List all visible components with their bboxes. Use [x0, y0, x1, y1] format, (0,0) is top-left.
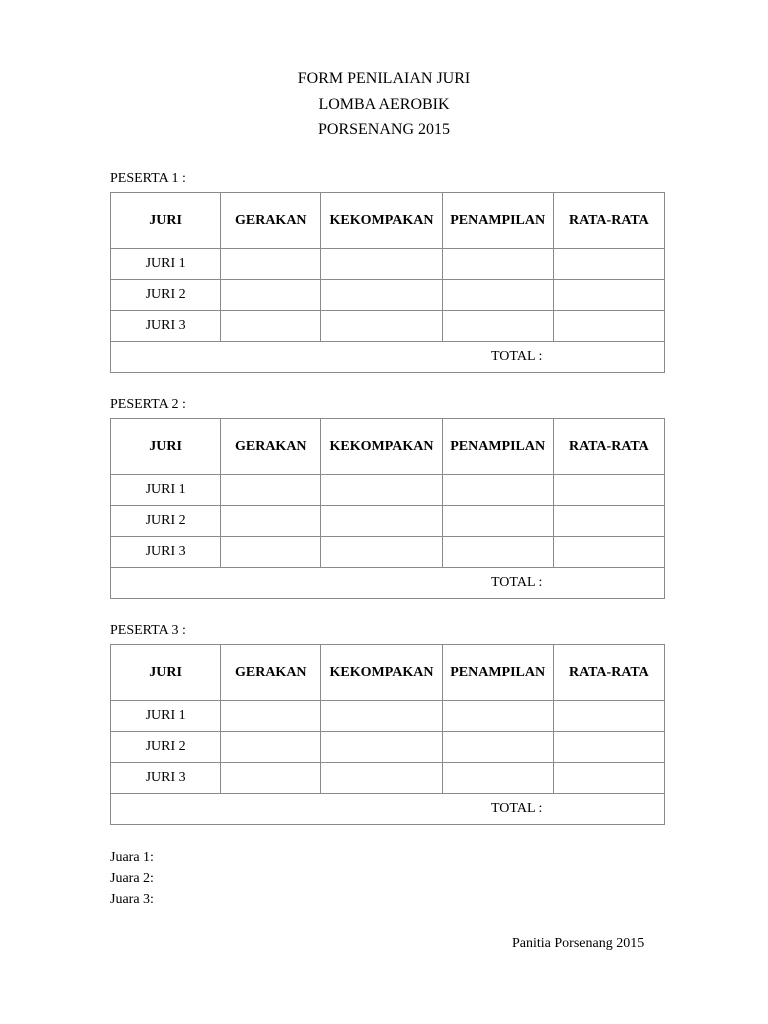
juri-name-cell: JURI 1 — [111, 249, 221, 280]
column-header-penampilan: PENAMPILAN — [442, 645, 553, 701]
total-label: TOTAL : — [111, 794, 665, 825]
score-cell-rata-rata[interactable] — [553, 537, 664, 568]
form-subtitle-event: LOMBA AEROBIK — [318, 96, 450, 113]
juri-name-cell: JURI 3 — [111, 537, 221, 568]
juara-2-label: Juara 2: — [110, 871, 154, 886]
score-cell-gerakan[interactable] — [221, 763, 321, 794]
juara-3-label: Juara 3: — [110, 892, 154, 907]
participant-3-score-table — [110, 644, 665, 825]
column-header-gerakan: GERAKAN — [221, 193, 321, 249]
score-cell-kekompakan[interactable] — [321, 506, 442, 537]
score-cell-gerakan[interactable] — [221, 249, 321, 280]
score-cell-kekompakan[interactable] — [321, 311, 442, 342]
score-cell-kekompakan[interactable] — [321, 475, 442, 506]
score-cell-kekompakan[interactable] — [321, 763, 442, 794]
score-cell-kekompakan[interactable] — [321, 732, 442, 763]
total-row — [111, 342, 665, 373]
total-label: TOTAL : — [111, 568, 665, 599]
column-header-gerakan: GERAKAN — [221, 645, 321, 701]
score-cell-rata-rata[interactable] — [553, 311, 664, 342]
column-header-penampilan: PENAMPILAN — [442, 193, 553, 249]
table-row — [111, 701, 665, 732]
column-header-rata-rata: RATA-RATA — [553, 193, 664, 249]
score-cell-penampilan[interactable] — [442, 701, 553, 732]
column-header-juri: JURI — [111, 419, 221, 475]
score-cell-penampilan[interactable] — [442, 537, 553, 568]
table-row — [111, 475, 665, 506]
column-header-rata-rata: RATA-RATA — [553, 645, 664, 701]
score-cell-gerakan[interactable] — [221, 280, 321, 311]
juri-name-cell: JURI 2 — [111, 280, 221, 311]
column-header-penampilan: PENAMPILAN — [442, 419, 553, 475]
juri-name-cell: JURI 1 — [111, 701, 221, 732]
table-header-row — [111, 645, 665, 701]
score-cell-kekompakan[interactable] — [321, 280, 442, 311]
participant-2-score-table — [110, 418, 665, 599]
score-cell-gerakan[interactable] — [221, 311, 321, 342]
participant-2-label: PESERTA 2 : — [110, 397, 186, 412]
score-cell-rata-rata[interactable] — [553, 763, 664, 794]
score-cell-penampilan[interactable] — [442, 475, 553, 506]
column-header-kekompakan: KEKOMPAKAN — [321, 419, 442, 475]
table-row — [111, 732, 665, 763]
table-row — [111, 537, 665, 568]
committee-signature: Panitia Porsenang 2015 — [512, 936, 645, 951]
table-row — [111, 506, 665, 537]
total-row — [111, 568, 665, 599]
table-row — [111, 311, 665, 342]
score-cell-rata-rata[interactable] — [553, 732, 664, 763]
column-header-rata-rata: RATA-RATA — [553, 419, 664, 475]
table-row — [111, 249, 665, 280]
table-header-row — [111, 193, 665, 249]
total-row — [111, 794, 665, 825]
score-cell-penampilan[interactable] — [442, 311, 553, 342]
juri-name-cell: JURI 1 — [111, 475, 221, 506]
column-header-kekompakan: KEKOMPAKAN — [321, 193, 442, 249]
score-cell-gerakan[interactable] — [221, 506, 321, 537]
table-header-row — [111, 419, 665, 475]
score-cell-penampilan[interactable] — [442, 506, 553, 537]
participant-1-label: PESERTA 1 : — [110, 171, 186, 186]
score-cell-penampilan[interactable] — [442, 732, 553, 763]
score-cell-penampilan[interactable] — [442, 763, 553, 794]
score-cell-penampilan[interactable] — [442, 249, 553, 280]
juara-1-label: Juara 1: — [110, 850, 154, 865]
score-cell-gerakan[interactable] — [221, 732, 321, 763]
score-cell-gerakan[interactable] — [221, 537, 321, 568]
column-header-kekompakan: KEKOMPAKAN — [321, 645, 442, 701]
total-label: TOTAL : — [111, 342, 665, 373]
score-cell-rata-rata[interactable] — [553, 249, 664, 280]
juri-name-cell: JURI 3 — [111, 763, 221, 794]
participant-1-score-table — [110, 192, 665, 373]
score-cell-penampilan[interactable] — [442, 280, 553, 311]
form-subtitle-year: PORSENANG 2015 — [317, 121, 450, 138]
column-header-juri: JURI — [111, 193, 221, 249]
table-row — [111, 763, 665, 794]
participant-3-label: PESERTA 3 : — [110, 623, 186, 638]
column-header-juri: JURI — [111, 645, 221, 701]
juri-name-cell: JURI 3 — [111, 311, 221, 342]
score-cell-rata-rata[interactable] — [553, 475, 664, 506]
juri-name-cell: JURI 2 — [111, 506, 221, 537]
score-cell-kekompakan[interactable] — [321, 249, 442, 280]
score-cell-kekompakan[interactable] — [321, 701, 442, 732]
score-cell-gerakan[interactable] — [221, 701, 321, 732]
juri-name-cell: JURI 2 — [111, 732, 221, 763]
form-title: FORM PENILAIAN JURI — [297, 70, 471, 87]
score-cell-kekompakan[interactable] — [321, 537, 442, 568]
score-cell-gerakan[interactable] — [221, 475, 321, 506]
score-cell-rata-rata[interactable] — [553, 506, 664, 537]
score-cell-rata-rata[interactable] — [553, 280, 664, 311]
column-header-gerakan: GERAKAN — [221, 419, 321, 475]
table-row — [111, 280, 665, 311]
score-cell-rata-rata[interactable] — [553, 701, 664, 732]
